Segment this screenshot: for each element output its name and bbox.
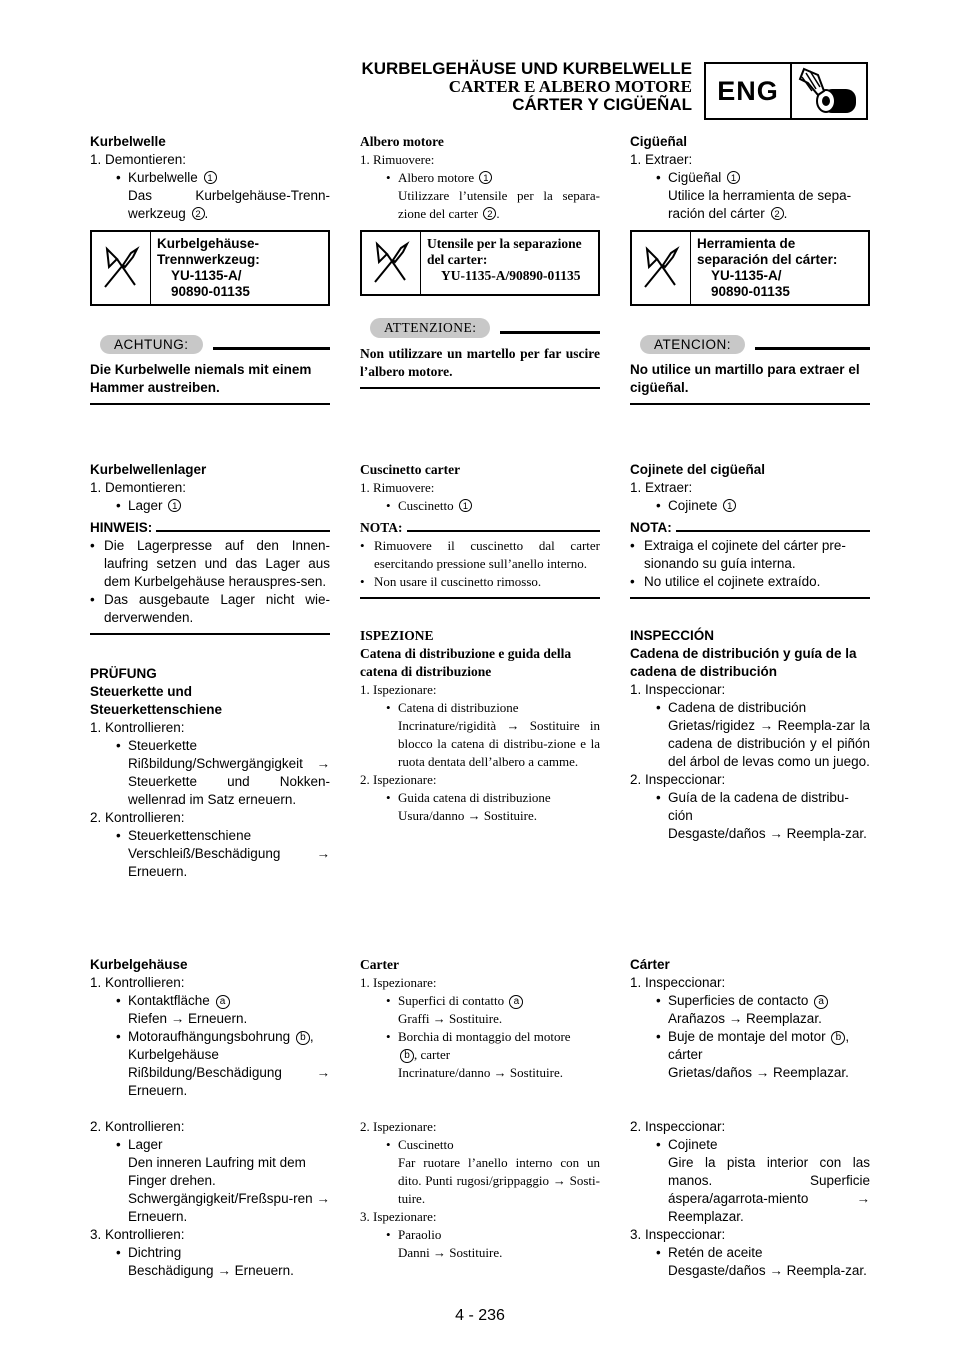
tool-code: 90890-01135 bbox=[171, 284, 250, 299]
step: 1. Demontieren: bbox=[90, 480, 187, 495]
step-text: Graffi → Sostituire. bbox=[398, 1011, 503, 1026]
section-title: Kurbelwellenlager bbox=[90, 462, 207, 477]
note-item: • Die Lagerpresse auf den Innen-laufring setzen und das Lager aus dem Kurbelgehäuse herauspres-sen. bbox=[90, 537, 330, 591]
step: 1. Kontrollieren: bbox=[90, 720, 185, 735]
subsection-title: Catena di distribuzione e guida della catena di distribuzione bbox=[360, 646, 572, 679]
tool-name: del carter: bbox=[427, 252, 488, 267]
step-text: Rißbildung/Schwergängigkeit → Steuerkette und Nokken-wellenrad im Satz erneuern. bbox=[128, 756, 330, 807]
step-item: • Catena di distribuzione bbox=[360, 699, 600, 717]
section-title: Albero motore bbox=[360, 134, 444, 149]
warning-block bbox=[360, 317, 600, 389]
warning-block bbox=[90, 333, 330, 405]
step-item: • Albero motore 1 bbox=[360, 169, 600, 187]
section-crankcase-2 bbox=[630, 1118, 870, 1280]
step-text: Riefen → Erneuern. bbox=[128, 1011, 248, 1026]
wrench-icon bbox=[632, 232, 691, 304]
tool-name: Herramienta de bbox=[697, 236, 796, 251]
note-item: • Non usare il cuscinetto rimosso. bbox=[360, 573, 600, 591]
lang-badge bbox=[704, 62, 868, 120]
note-label: NOTA: bbox=[630, 519, 870, 537]
step-text: Far ruotare l’anello interno con un dito. Punti rugosi/grippaggio → Sosti-tuire. bbox=[398, 1155, 600, 1206]
section-crankcase bbox=[90, 956, 330, 1100]
wrench-icon bbox=[792, 64, 866, 118]
note-item: • Das ausgebaute Lager nicht wie-derverwenden. bbox=[90, 591, 330, 627]
step-item: • Lager 1 bbox=[90, 497, 330, 515]
page-number: 4 - 236 bbox=[455, 1307, 505, 1324]
section-crankshaft bbox=[90, 133, 330, 223]
step-text: Utilice la herramienta de sepa-ración del cárter 2 . bbox=[668, 188, 852, 221]
step-text: Usura/danno → Sostituire. bbox=[398, 808, 538, 823]
step: 1. Inspeccionar: bbox=[630, 682, 726, 697]
wrench-icon bbox=[362, 232, 421, 294]
section-bearing bbox=[360, 461, 600, 599]
step: 2. Inspeccionar: bbox=[630, 772, 726, 787]
step: 2. Kontrollieren: bbox=[90, 1119, 185, 1134]
step-text: Kurbelgehäuse bbox=[128, 1047, 219, 1062]
step-text: Arañazos → Reemplazar. bbox=[668, 1011, 822, 1026]
step: 1. Ispezionare: bbox=[360, 975, 437, 990]
step-item: • Dichtring bbox=[90, 1244, 330, 1262]
step-item: • Kontaktfläche a bbox=[90, 992, 330, 1010]
tool-box bbox=[360, 230, 600, 296]
step-item: • Cojinete bbox=[630, 1136, 870, 1154]
step-item: • Buje de montaje del motor b , bbox=[630, 1028, 870, 1046]
note-item: • Extraiga el cojinete del cárter pre-sionando su guía interna. bbox=[630, 537, 870, 573]
step-item: • Superfici di contatto a bbox=[360, 992, 600, 1010]
warning-text: Non utilizzare un martello per far uscire l’albero motore. bbox=[360, 346, 600, 379]
step: 2. Ispezionare: bbox=[360, 772, 437, 787]
section-title: PRÜFUNG bbox=[90, 666, 157, 681]
step-text: Desgaste/daños → Reempla-zar. bbox=[668, 826, 867, 841]
step-text: Rißbildung/Beschädigung → Erneuern. bbox=[128, 1065, 330, 1098]
step-item: • Motoraufhängungsbohrung b , bbox=[90, 1028, 330, 1046]
step-text: Beschädigung → Erneuern. bbox=[128, 1263, 294, 1278]
step-item: • Cojinete 1 bbox=[630, 497, 870, 515]
tool-box bbox=[630, 230, 870, 306]
step-text: Den inneren Laufring mit dem Finger drehen. Schwergängigkeit/Freßspu-ren → Erneuern. bbox=[128, 1155, 330, 1224]
section-title: Cárter bbox=[630, 957, 670, 972]
section-inspection bbox=[90, 665, 330, 881]
section-crankcase bbox=[630, 956, 870, 1082]
step-item: • Kurbelwelle 1 bbox=[90, 169, 330, 187]
step-text: Utilizzare l’utensile per la separa-zione del carter 2 . bbox=[398, 188, 600, 221]
step: 1. Rimuovere: bbox=[360, 480, 435, 495]
section-title: Kurbelgehäuse bbox=[90, 957, 188, 972]
tool-code: YU-1135-A/ bbox=[711, 268, 782, 283]
step: 3. Kontrollieren: bbox=[90, 1227, 185, 1242]
section-title: Carter bbox=[360, 957, 399, 972]
tool-box bbox=[90, 230, 330, 306]
section-title: Cuscinetto carter bbox=[360, 462, 461, 477]
step-text: Incrinature/danno → Sostituire. bbox=[398, 1065, 563, 1080]
note-item: • No utilice el cojinete extraído. bbox=[630, 573, 870, 591]
tool-code: YU-1135-A/90890-01135 bbox=[441, 268, 581, 283]
section-crankcase-2 bbox=[90, 1118, 330, 1280]
step-item: • Guía de la cadena de distribu-ción bbox=[630, 789, 870, 825]
warning-text: Die Kurbelwelle niemals mit einem Hammer austreiben. bbox=[90, 362, 312, 395]
note-label: NOTA: bbox=[360, 519, 600, 537]
step-item: • Borchia di montaggio del motore bbox=[360, 1028, 600, 1046]
tool-name: Trennwerkzeug: bbox=[157, 252, 260, 267]
tool-code: YU-1135-A/ bbox=[171, 268, 242, 283]
section-crankcase-2 bbox=[360, 1118, 600, 1262]
step-text: Das Kurbelgehäuse-Trenn-werkzeug 2 . bbox=[128, 188, 330, 221]
step: 1. Kontrollieren: bbox=[90, 975, 185, 990]
step: 1. Extraer: bbox=[630, 152, 693, 167]
step-item: • Superficies de contacto a bbox=[630, 992, 870, 1010]
step: 1. Ispezionare: bbox=[360, 682, 437, 697]
warning-label: ACHTUNG: bbox=[100, 335, 203, 354]
step-text: Grietas/daños → Reemplazar. bbox=[668, 1065, 849, 1080]
header-title-es: CÁRTER Y CIGÜEÑAL bbox=[512, 95, 692, 114]
step-text: Incrinature/rigidità → Sostituire in blocco la catena di distribu-zione e la ruota dentata dell’albero a camme. bbox=[398, 718, 600, 769]
section-title: Cojinete del cigüeñal bbox=[630, 462, 766, 477]
step-item: • Paraolio bbox=[360, 1226, 600, 1244]
header-title-de: KURBELGEHÄUSE UND KURBELWELLE bbox=[361, 59, 692, 78]
step: 3. Inspeccionar: bbox=[630, 1227, 726, 1242]
step-text: cárter bbox=[668, 1047, 703, 1062]
step-item: • Retén de aceite bbox=[630, 1244, 870, 1262]
step-text: Grietas/rigidez → Reempla-zar la cadena de distribución y el piñón del árbol de levas como un juego. bbox=[668, 718, 870, 769]
section-title: ISPEZIONE bbox=[360, 628, 434, 643]
step-text: Verschleiß/Beschädigung → Erneuern. bbox=[128, 846, 330, 879]
section-crankcase bbox=[360, 956, 600, 1082]
section-crankshaft bbox=[630, 133, 870, 223]
section-inspection bbox=[630, 627, 870, 843]
step: 1. Inspeccionar: bbox=[630, 975, 726, 990]
tool-name: Utensile per la separazione bbox=[427, 236, 582, 251]
step: 2. Inspeccionar: bbox=[630, 1119, 726, 1134]
warning-block bbox=[630, 333, 870, 405]
step: 2. Ispezionare: bbox=[360, 1119, 437, 1134]
section-title: Cigüeñal bbox=[630, 134, 688, 149]
section-title: INSPECCIÓN bbox=[630, 628, 715, 643]
step-text: b , carter bbox=[360, 1046, 600, 1064]
step: 3. Ispezionare: bbox=[360, 1209, 437, 1224]
warning-label: ATENCION: bbox=[640, 335, 745, 354]
subsection-title: Cadena de distribución y guía de la cadena de distribución bbox=[630, 646, 857, 679]
section-inspection bbox=[360, 627, 600, 825]
step: 1. Extraer: bbox=[630, 480, 693, 495]
section-bearing bbox=[630, 461, 870, 599]
step: 1. Rimuovere: bbox=[360, 152, 435, 167]
wrench-icon bbox=[92, 232, 151, 304]
note-item: • Rimuovere il cuscinetto dal carter esercitando pressione sull’anello interno. bbox=[360, 537, 600, 573]
step-text: Danni → Sostituire. bbox=[398, 1245, 503, 1260]
step-item: • Steuerkette bbox=[90, 737, 330, 755]
tool-name: Kurbelgehäuse- bbox=[157, 236, 260, 251]
step-item: • Lager bbox=[90, 1136, 330, 1154]
lang-badge-label: ENG bbox=[706, 64, 792, 118]
step-item: • Cadena de distribución bbox=[630, 699, 870, 717]
subsection-title: Steuerkette und Steuerkettenschiene bbox=[90, 684, 223, 717]
section-bearing bbox=[90, 461, 330, 635]
step-item: • Cigüeñal 1 bbox=[630, 169, 870, 187]
step-item: • Guida catena di distribuzione bbox=[360, 789, 600, 807]
warning-label: ATTENZIONE: bbox=[370, 318, 490, 338]
step-text: Gire la pista interior con las manos. Superficie áspera/agarrota-miento → Reemplazar. bbox=[668, 1155, 870, 1224]
section-crankshaft bbox=[360, 133, 600, 223]
header-title-it: CARTER E ALBERO MOTORE bbox=[448, 77, 692, 96]
step: 1. Demontieren: bbox=[90, 152, 187, 167]
step-item: • Cuscinetto bbox=[360, 1136, 600, 1154]
warning-text: No utilice un martillo para extraer el cigüeñal. bbox=[630, 362, 860, 395]
note-label: HINWEIS: bbox=[90, 519, 330, 537]
tool-code: 90890-01135 bbox=[711, 284, 790, 299]
step-item: • Cuscinetto 1 bbox=[360, 497, 600, 515]
step-text: Desgaste/daños → Reempla-zar. bbox=[668, 1263, 867, 1278]
step-item: • Steuerkettenschiene bbox=[90, 827, 330, 845]
step: 2. Kontrollieren: bbox=[90, 810, 185, 825]
tool-name: separación del cárter: bbox=[697, 252, 838, 267]
section-title: Kurbelwelle bbox=[90, 134, 166, 149]
